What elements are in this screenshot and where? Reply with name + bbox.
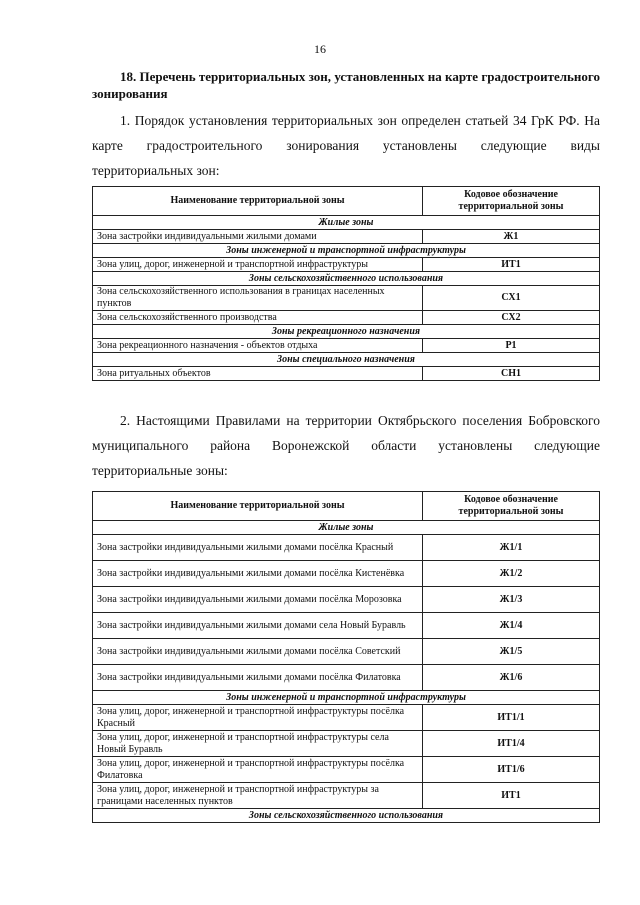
zone-code-cell: СХ1 — [423, 286, 600, 311]
zone-group-row — [93, 691, 600, 705]
zone-code-cell: Ж1/1 — [423, 535, 600, 561]
zone-name-cell: Зона улиц, дорог, инженерной и транспортной инфраструктуры посёлка Филатовка — [93, 757, 423, 783]
zone-name-cell: Зона застройки индивидуальными жилыми домами посёлка Филатовка — [93, 665, 423, 691]
table-row — [93, 613, 600, 639]
zone-group-label: Жилые зоны — [93, 216, 600, 230]
table-header-row — [93, 187, 600, 216]
zone-code-cell: Ж1 — [423, 230, 600, 244]
zone-group-row — [93, 809, 600, 823]
table-row — [93, 665, 600, 691]
zone-name-cell: Зона застройки индивидуальными жилыми домами посёлка Красный — [93, 535, 423, 561]
zone-name-cell: Зона сельскохозяйственного использования в границах населенных пунктов — [93, 286, 423, 311]
zone-group-row — [93, 521, 600, 535]
table-row — [93, 535, 600, 561]
zone-name-cell: Зона рекреационного назначения - объектов отдыха — [93, 339, 423, 353]
zone-group-row — [93, 244, 600, 258]
header-zone-name: Наименование территориальной зоны — [93, 492, 423, 521]
zone-name-cell: Зона застройки индивидуальными жилыми домами посёлка Кистенёвка — [93, 561, 423, 587]
zone-group-label: Зоны инженерной и транспортной инфраструктуры — [93, 691, 600, 705]
table-row — [93, 367, 600, 381]
zone-code-cell: Р1 — [423, 339, 600, 353]
table-row — [93, 258, 600, 272]
page-number: 16 — [314, 42, 326, 56]
section-heading: 18. Перечень территориальных зон, установленных на карте градостроительного зонирования — [92, 69, 600, 101]
zone-code-cell: Ж1/4 — [423, 613, 600, 639]
zone-code-cell: ИТ1/1 — [423, 705, 600, 731]
zone-group-row — [93, 353, 600, 367]
zone-code-cell: Ж1/6 — [423, 665, 600, 691]
zones-table-2 — [92, 491, 600, 823]
table-row — [93, 286, 600, 311]
paragraph-1: 1. Порядок установления территориальных зон определен статьей 34 ГрК РФ. На карте градостроительного зонирования установлены следующие виды территориальных зон: — [92, 113, 600, 178]
zone-name-cell: Зона улиц, дорог, инженерной и транспортной инфраструктуры за границами населенных пунктов — [93, 783, 423, 809]
zone-code-cell: СХ2 — [423, 311, 600, 325]
zone-code-cell: Ж1/2 — [423, 561, 600, 587]
zone-group-label: Зоны инженерной и транспортной инфраструктуры — [93, 244, 600, 258]
table-row — [93, 311, 600, 325]
zone-group-row — [93, 272, 600, 286]
table-row — [93, 783, 600, 809]
zone-group-label: Зоны рекреационного назначения — [93, 325, 600, 339]
zone-code-cell: СН1 — [423, 367, 600, 381]
table-row — [93, 639, 600, 665]
table-row — [93, 705, 600, 731]
table-row — [93, 339, 600, 353]
zone-group-label: Жилые зоны — [93, 521, 600, 535]
table-row — [93, 757, 600, 783]
zone-name-cell: Зона улиц, дорог, инженерной и транспортной инфраструктуры села Новый Буравль — [93, 731, 423, 757]
header-zone-code: Кодовое обозначение территориальной зоны — [423, 492, 600, 521]
zone-code-cell: Ж1/5 — [423, 639, 600, 665]
zone-name-cell: Зона ритуальных объектов — [93, 367, 423, 381]
zone-name-cell: Зона улиц, дорог, инженерной и транспортной инфраструктуры посёлка Красный — [93, 705, 423, 731]
zone-code-cell: ИТ1/4 — [423, 731, 600, 757]
header-zone-code: Кодовое обозначение территориальной зоны — [423, 187, 600, 216]
zone-name-cell: Зона застройки индивидуальными жилыми домами посёлка Морозовка — [93, 587, 423, 613]
paragraph-2: 2. Настоящими Правилами на территории Октябрьского поселения Бобровского муниципального района Воронежской области установлены следующие территориальные зоны: — [92, 413, 600, 478]
table-row — [93, 731, 600, 757]
zone-group-row — [93, 325, 600, 339]
zone-code-cell: ИТ1 — [423, 783, 600, 809]
zone-group-label: Зоны специального назначения — [93, 353, 600, 367]
table-row — [93, 587, 600, 613]
table-row — [93, 561, 600, 587]
table-header-row — [93, 492, 600, 521]
zone-name-cell: Зона застройки индивидуальными жилыми домами посёлка Советский — [93, 639, 423, 665]
zone-code-cell: Ж1/3 — [423, 587, 600, 613]
zone-group-label: Зоны сельскохозяйственного использования — [93, 272, 600, 286]
table-row — [93, 230, 600, 244]
zone-group-row — [93, 216, 600, 230]
zone-name-cell: Зона застройки индивидуальными жилыми домами села Новый Буравль — [93, 613, 423, 639]
zone-name-cell: Зона улиц, дорог, инженерной и транспортной инфраструктуры — [93, 258, 423, 272]
header-zone-name: Наименование территориальной зоны — [93, 187, 423, 216]
zones-table-1 — [92, 186, 600, 381]
zone-name-cell: Зона застройки индивидуальными жилыми домами — [93, 230, 423, 244]
zone-name-cell: Зона сельскохозяйственного производства — [93, 311, 423, 325]
zone-code-cell: ИТ1/6 — [423, 757, 600, 783]
zone-group-label: Зоны сельскохозяйственного использования — [93, 809, 600, 823]
zone-code-cell: ИТ1 — [423, 258, 600, 272]
